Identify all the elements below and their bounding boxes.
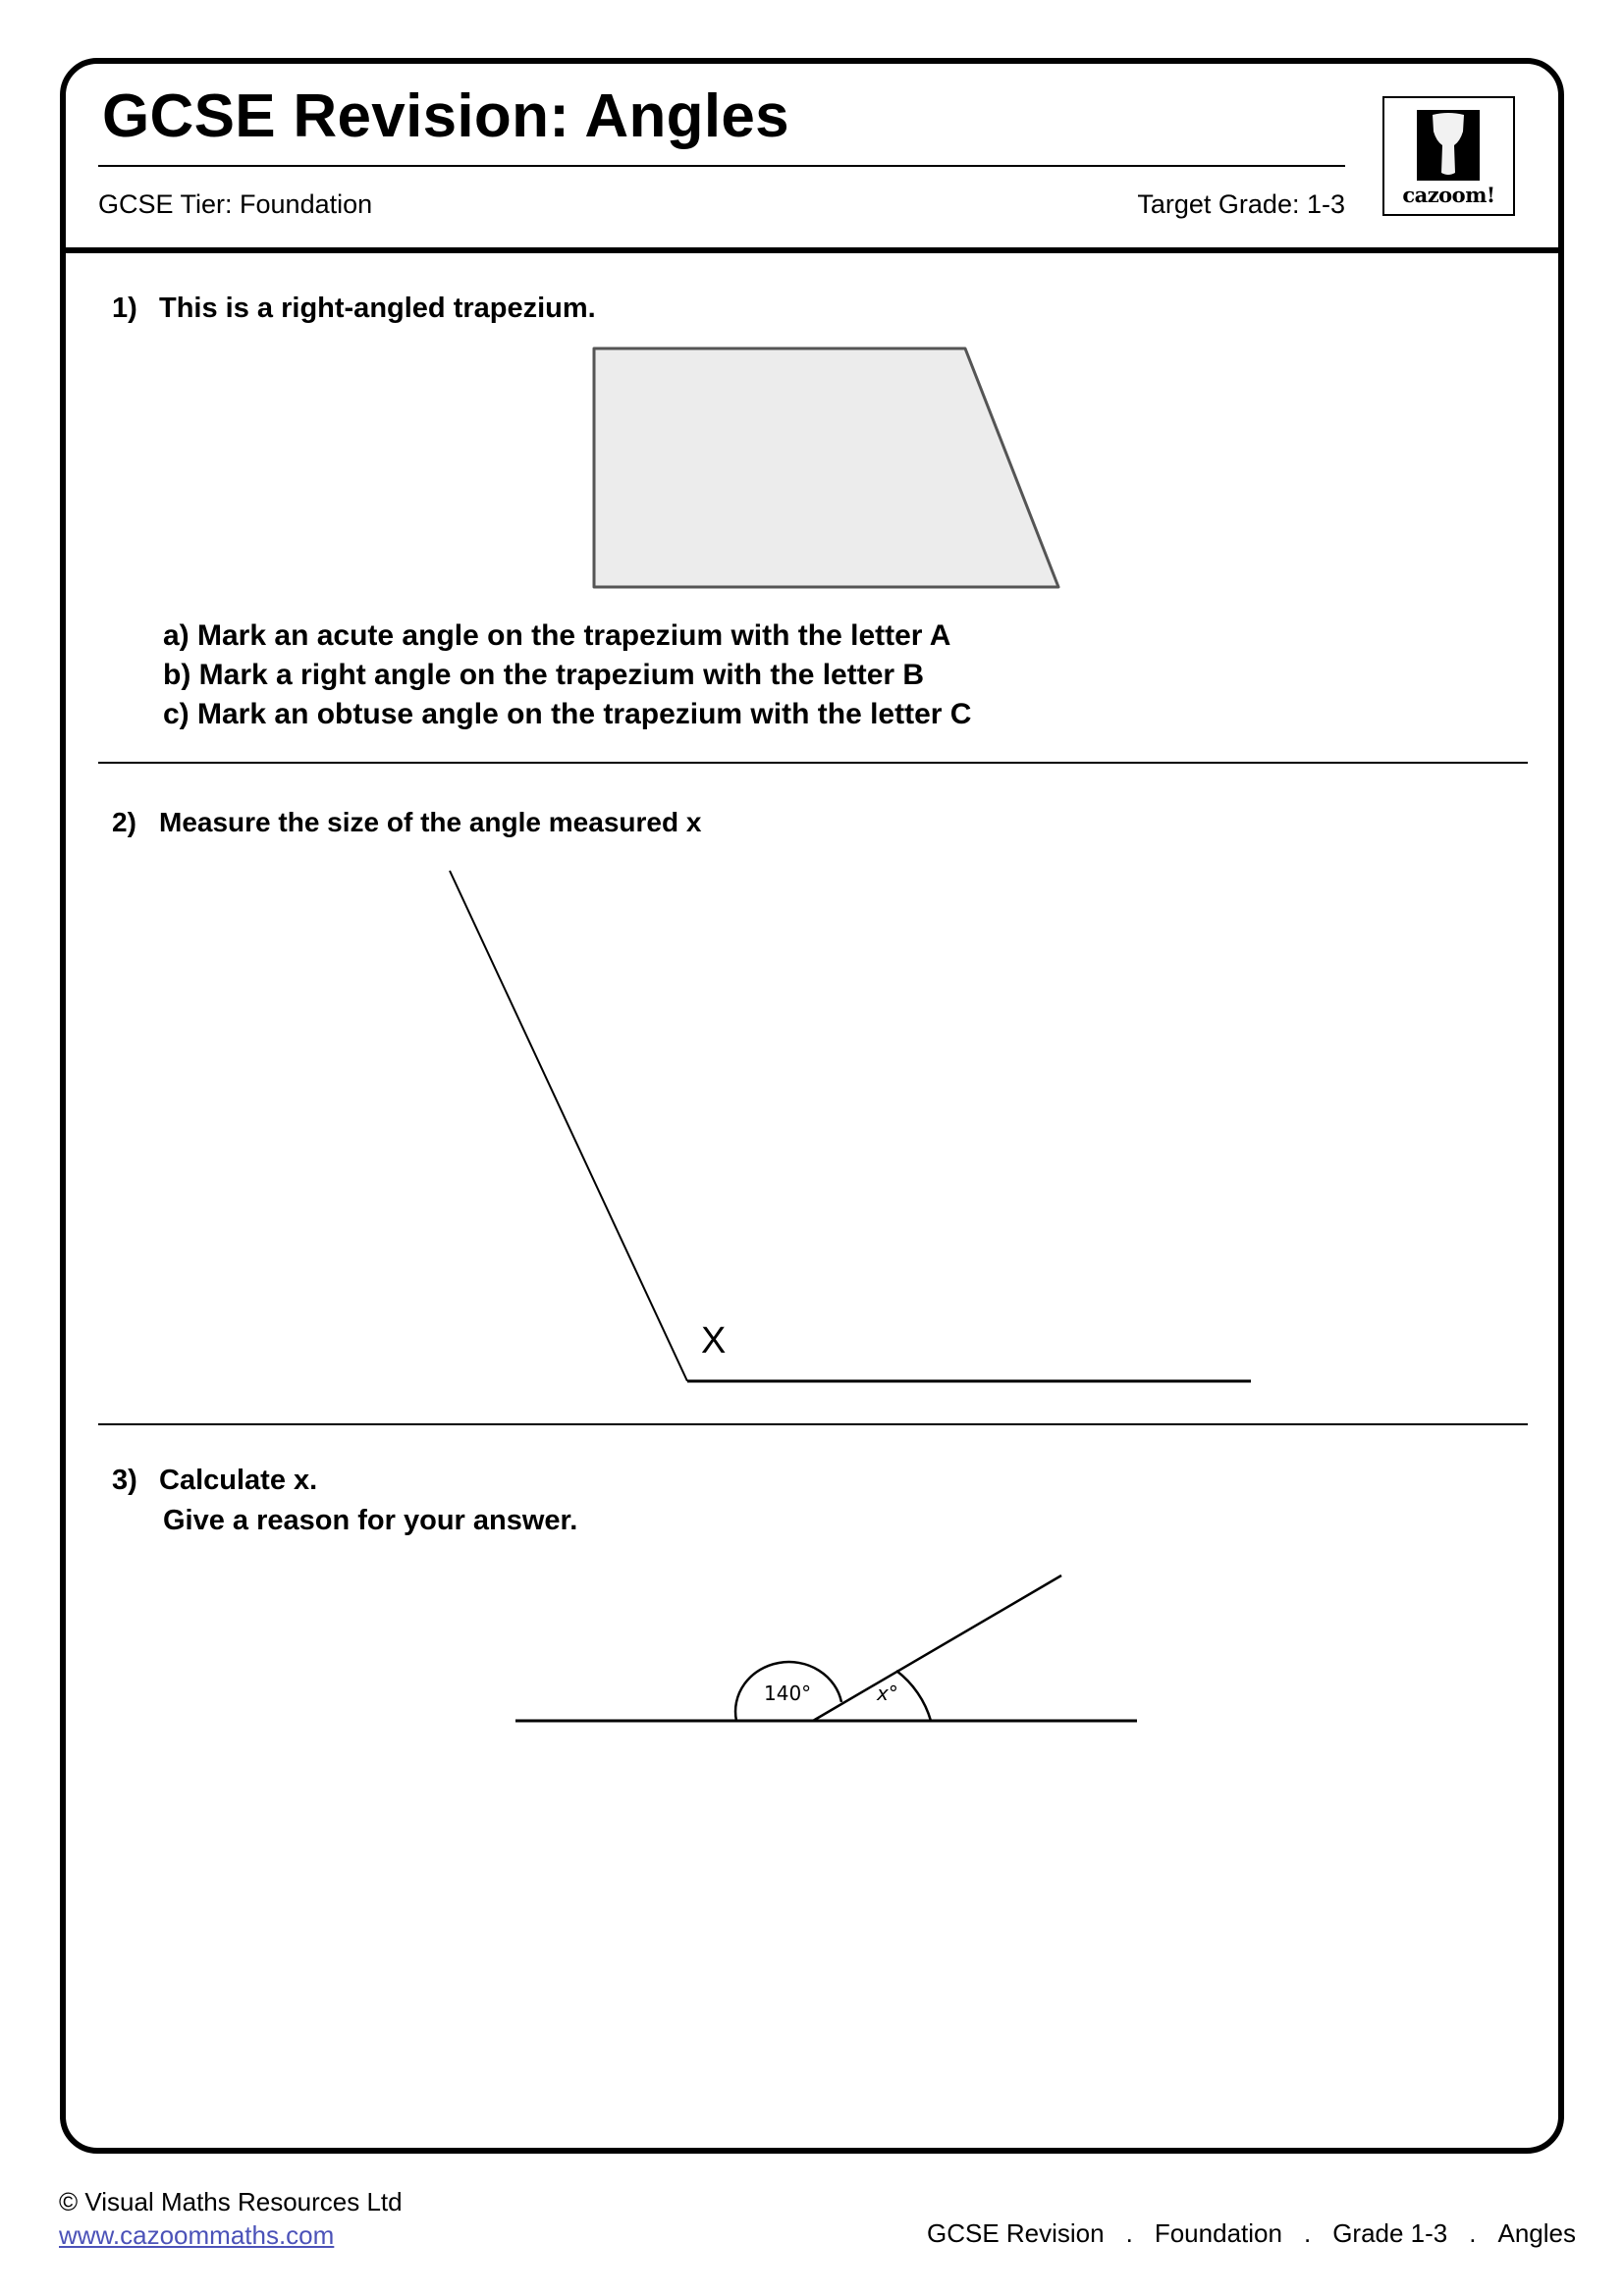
footer-breadcrumb [927,2220,1576,2246]
breadcrumb-separator: . [1125,2218,1133,2248]
question-number: 1) [112,293,137,324]
page-title: GCSE Revision: Angles [102,82,789,150]
question-number: 2) [112,807,136,837]
angle-x-label: X [701,1320,727,1362]
copyright: © Visual Maths Resources Ltd [59,2187,403,2216]
question-number: 3) [112,1465,137,1496]
part-a: a) Mark an acute angle on the trapezium with the letter A [163,619,951,652]
arc-x [896,1671,931,1721]
question-text: Measure the size of the angle measured x [159,807,702,837]
breadcrumb-item: GCSE Revision [926,2218,1105,2248]
breadcrumb-item: Foundation [1154,2218,1282,2248]
target-grade-label: Target Grade: 1-3 [1137,189,1345,219]
breadcrumb-item: Angles [1497,2218,1576,2248]
breadcrumb-separator: . [1303,2218,1312,2248]
tier-label: GCSE Tier: Foundation [98,189,373,219]
website-link[interactable]: www.cazoommaths.com [59,2220,335,2250]
part-c: c) Mark an obtuse angle on the trapezium with the letter C [163,698,972,730]
angle-140-label: 140° [764,1682,812,1705]
angle-x-label: x° [877,1682,898,1705]
ray-line [813,1575,1061,1721]
breadcrumb-item: Grade 1-3 [1332,2218,1448,2248]
question-text: This is a right-angled trapezium. [159,293,596,324]
breadcrumb-separator: . [1469,2218,1477,2248]
logo-wordmark: cazoom! [1402,183,1495,207]
part-b: b) Mark a right angle on the trapezium with the letter B [163,659,925,691]
question-text: Calculate x. [159,1465,318,1496]
question-3-instruction: Give a reason for your answer. [163,1505,578,1536]
